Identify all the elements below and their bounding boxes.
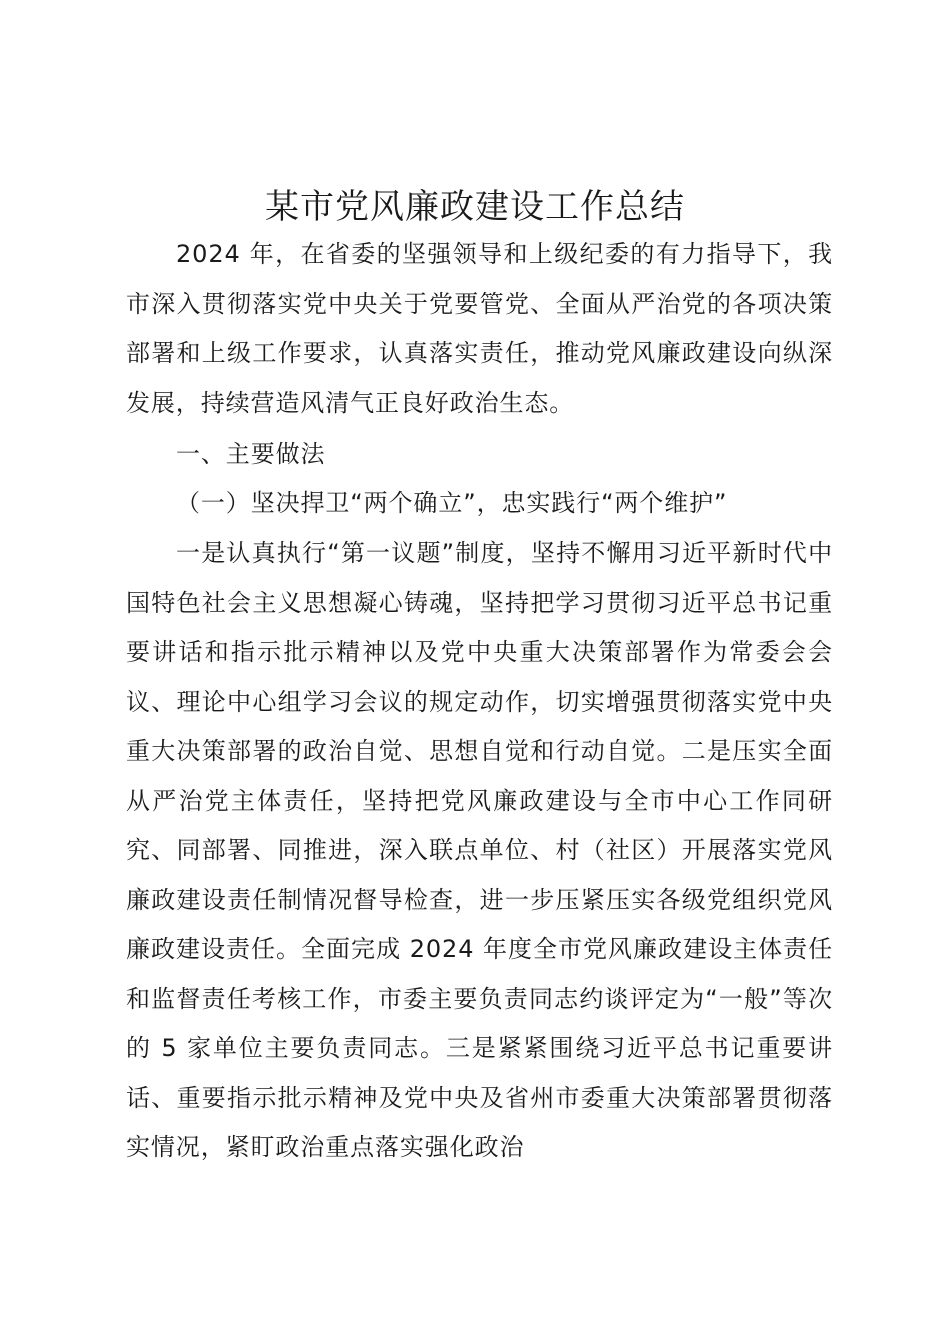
intro-paragraph: 2024 年，在省委的坚强领导和上级纪委的有力指导下，我市深入贯彻落实党中央关于党要管党、全面从严治党的各项决策部署和上级工作要求，认真落实责任，推动党风廉政建设向纵深发展，持续营造风清气正良好政治生态。 (126, 240, 833, 417)
subsection-heading: （一）坚决捍卫“两个确立”，忠实践行“两个维护” (176, 489, 728, 517)
section-heading: 一、主要做法 (176, 440, 326, 468)
document-title: 某市党风廉政建设工作总结 (265, 187, 685, 227)
body-paragraph: 一是认真执行“第一议题”制度，坚持不懈用习近平新时代中国特色社会主义思想凝心铸魂，坚持把学习贯彻习近平总书记重要讲话和指示批示精神以及党中央重大决策部署作为常委会会议、理论中心组学习会议的规定动作，切实增强贯彻落实党中央重大决策部署的政治自觉、思想自觉和行动自觉。二是压实全面从严治党主体责任，坚持把党风廉政建设与全市中心工作同研究、同部署、同推进，深入联点单位、村（社区）开展落实党风廉政建设责任制情况督导检查，进一步压紧压实各级党组织党风廉政建设责任。全面完成 2024 年度全市党风廉政建设主体责任和监督责任考核工作，市委主要负责同志约谈评定为“一般”等次的 5 家单位主要负责同志。三是紧紧围绕习近平总书记重要讲话、重要指示批示精神及党中央及省州市委重大决策部署贯彻落实情况，紧盯政治重点落实强化政治 (126, 539, 833, 1161)
